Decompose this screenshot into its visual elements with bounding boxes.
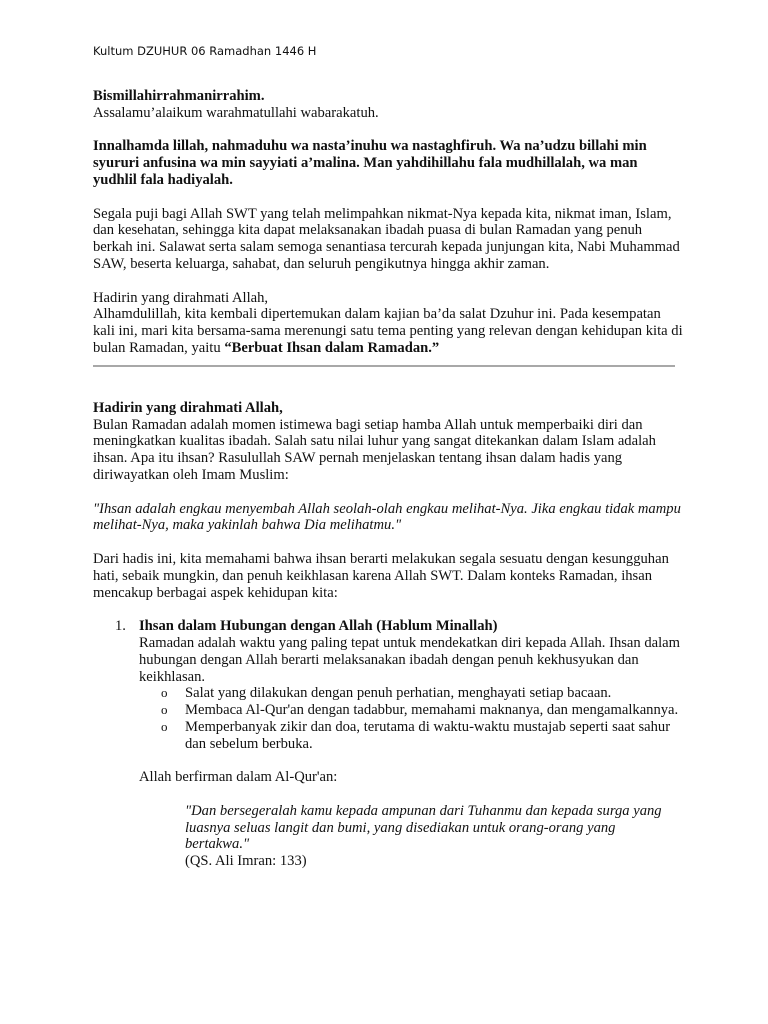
praise-paragraph: Segala puji bagi Allah SWT yang telah melimpahkan nikmat-Nya kepada kita, nikmat iman, Islam, dan kesehatan, sehingga kita dapat melaksanakan ibadah puasa di bulan Ramadan yang penuh berkah ini. Salawat serta salam semoga senantiasa tercurah kepada junjungan kita, Nabi Muhammad SAW, beserta keluarga, sahabat, dan seluruh pengikutnya hingga akhir zaman. [93,205,680,272]
section-paragraph: Bulan Ramadan adalah momen istimewa bagi setiap hamba Allah untuk memperbaiki diri dan meningkatkan kualitas ibadah. Salah satu nilai luhur yang sangat ditekankan dalam Islam adalah ihsan. Apa itu ihsan? Rasulullah SAW pernah menjelaskan tentang ihsan dalam hadis yang diriwayatkan oleh Imam Muslim: [93,416,656,483]
intro-paragraph [93,306,683,356]
list-item: o Salat yang dilakukan dengan penuh perhatian, menghayati setiap bacaan. [161,685,612,702]
list-number: 1. [115,618,126,635]
list-item: o Membaca Al-Qur'an dengan tadabbur, memahami maknanya, dan mengamalkannya. [161,702,679,719]
bullet-icon: o [161,685,168,701]
intro-text: Alhamdulillah, kita kembali dipertemukan dalam kajian ba’da salat Dzuhur ini. Pada kesempatan kali ini, mari kita bersama-sama merenungi satu tema penting yang relevan dengan kehidupan kita di bulan Ramadan, yaitu [93,306,683,356]
intro-greeting: Hadirin yang dirahmati Allah, [93,289,269,306]
hadith-quote: "Ihsan adalah engkau menyembah Allah seolah-olah engkau melihat-Nya. Jika engkau tidak mampu melihat-Nya, maka yakinlah bahwa Dia melihatmu." [93,500,681,534]
salam-text: Assalamu’alaikum warahmatullahi wabarakatuh. [93,104,379,121]
bullet-icon: o [161,718,168,734]
khutbah-opening: Innalhamda lillah, nahmaduhu wa nasta’inuhu wa nastaghfiruh. Wa na’udzu billahi min syururi anfusina wa min sayyiati a’malina. Man yahdihillahu fala mudhillalah, wa man yudhlil fala hadiyalah. [93,138,647,188]
verse-quote: "Dan bersegeralah kamu kepada ampunan dari Tuhanmu dan kepada surga yang luasnya seluas langit dan bumi, yang disediakan untuk orang-orang yang bertakwa." [185,802,662,853]
sub-bullet-list [139,685,683,752]
verse-block [139,803,683,870]
point-text: Ramadan adalah waktu yang paling tepat untuk mendekatkan diri kepada Allah. Ihsan dalam hubungan dengan Allah berarti melaksanakan ibadah dengan penuh kekhusyukan dan keikhlasan. [139,634,681,685]
list-item [93,618,683,870]
intro-theme: “Berbuat Ihsan dalam Ramadan.” [224,339,440,356]
point-title: Ihsan dalam Hubungan dengan Allah (Hablum Minallah) [139,618,498,635]
section-heading: Hadirin yang dirahmati Allah, [93,399,283,416]
verse-intro: Allah berfirman dalam Al-Qur'an: [139,769,338,786]
verse-reference: (QS. Ali Imran: 133) [185,853,307,870]
explanation-paragraph: Dari hadis ini, kita memahami bahwa ihsan berarti melakukan segala sesuatu dengan kesungguhan hati, sebaik mungkin, dan penuh keikhlasan karena Allah SWT. Dalam konteks Ramadan, ihsan mencakup berbagai aspek kehidupan kita: [93,550,669,601]
ihsan-points-list [93,618,683,870]
document-body [93,88,683,870]
bullet-icon: o [161,702,168,718]
page-header: Kultum DZUHUR 06 Ramadhan 1446 H [93,44,317,58]
list-item: o Memperbanyak zikir dan doa, terutama di waktu-waktu mustajab seperti saat sahur dan sebelum berbuka. [161,718,671,752]
bismillah-text: Bismillahirrahmanirrahim. [93,88,265,104]
